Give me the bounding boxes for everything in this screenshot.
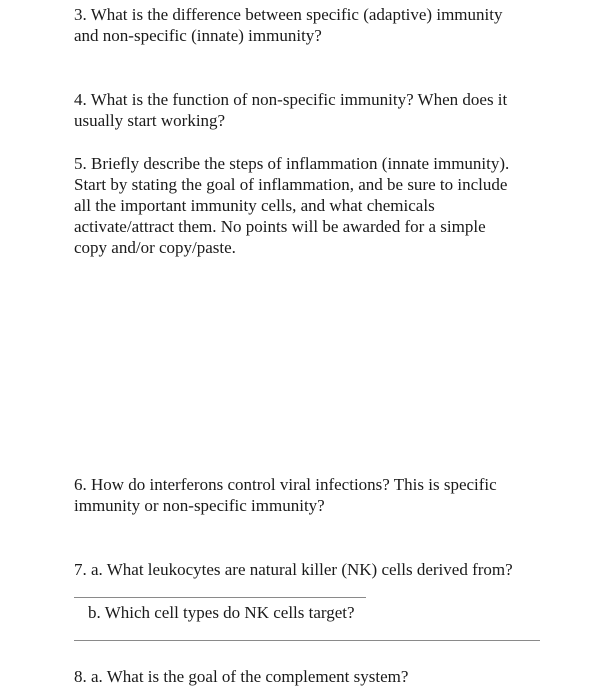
question-5-line-4: activate/attract them. No points will be awarded for a simple — [74, 217, 486, 236]
question-4-line-1: 4. What is the function of non-specific immunity? When does it — [74, 90, 508, 109]
answer-line-7a — [74, 597, 366, 598]
question-6 — [74, 474, 554, 516]
question-5-line-5: copy and/or copy/paste. — [74, 238, 236, 257]
question-5-line-3: all the important immunity cells, and what chemicals — [74, 196, 435, 215]
question-3-line-1: 3. What is the difference between specific (adaptive) immunity — [74, 5, 503, 24]
question-4 — [74, 89, 554, 131]
question-4-line-2: usually start working? — [74, 111, 226, 130]
question-7b — [88, 602, 568, 623]
question-8a — [74, 666, 554, 687]
question-6-line-2: immunity or non-specific immunity? — [74, 496, 325, 515]
question-5-line-1: 5. Briefly describe the steps of inflammation (innate immunity). — [74, 154, 510, 173]
question-3-line-2: and non-specific (innate) immunity? — [74, 26, 322, 45]
answer-line-7b — [74, 640, 540, 641]
question-5-line-2: Start by stating the goal of inflammation, and be sure to include — [74, 175, 508, 194]
question-7b-line-1: b. Which cell types do NK cells target? — [88, 603, 355, 622]
question-7a-line-1: 7. a. What leukocytes are natural killer (NK) cells derived from? — [74, 560, 513, 579]
question-3 — [74, 4, 554, 46]
question-7a — [74, 559, 554, 580]
question-5 — [74, 153, 554, 258]
question-6-line-1: 6. How do interferons control viral infections? This is specific — [74, 475, 497, 494]
question-8a-line-1: 8. a. What is the goal of the complement system? — [74, 667, 409, 686]
